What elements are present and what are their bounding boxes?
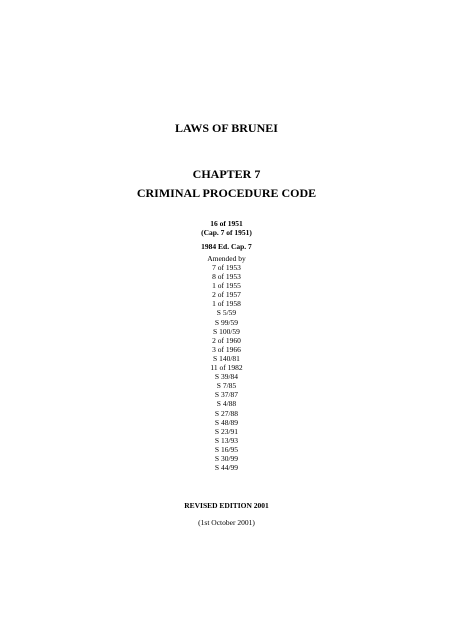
amendment-item: S 37/87 bbox=[214, 390, 239, 400]
laws-title: LAWS OF BRUNEI bbox=[175, 121, 278, 135]
amendment-item: S 7/85 bbox=[216, 381, 237, 391]
amendment-item: 2 of 1960 bbox=[212, 335, 241, 345]
revised-date: (1st October 2001) bbox=[198, 518, 255, 527]
amendment-item: 8 of 1953 bbox=[212, 272, 241, 282]
amended-by-label: Amended by bbox=[207, 254, 246, 263]
amendment-item: 2 of 1957 bbox=[212, 290, 241, 300]
amendment-list bbox=[0, 263, 453, 472]
amendment-item: S 13/93 bbox=[214, 435, 239, 445]
amendment-item: 1 of 1958 bbox=[212, 299, 241, 309]
amendment-item: S 27/88 bbox=[214, 408, 239, 418]
amendment-item: S 39/84 bbox=[214, 372, 239, 382]
amendment-item: 11 of 1982 bbox=[210, 363, 243, 373]
amendment-item: S 30/99 bbox=[214, 453, 239, 463]
amendment-item: S 4/88 bbox=[216, 399, 237, 409]
amendment-item: S 140/81 bbox=[213, 353, 240, 363]
amendment-item: S 48/89 bbox=[214, 417, 239, 427]
amendment-item: 1 of 1955 bbox=[212, 281, 241, 291]
chapter-title: CRIMINAL PROCEDURE CODE bbox=[136, 186, 317, 200]
amendment-item: S 5/59 bbox=[216, 308, 237, 318]
amendment-item: S 44/99 bbox=[214, 463, 239, 473]
revised-edition: REVISED EDITION 2001 bbox=[184, 501, 269, 510]
amendment-item: 7 of 1953 bbox=[212, 263, 241, 272]
amendment-item: S 23/91 bbox=[214, 426, 239, 436]
amendment-item: S 99/59 bbox=[214, 317, 239, 327]
ordinance-number: 16 of 1951 bbox=[210, 219, 243, 228]
amendment-item: S 16/95 bbox=[214, 444, 239, 454]
amendment-item: 3 of 1966 bbox=[212, 344, 241, 354]
edition-1984: 1984 Ed. Cap. 7 bbox=[201, 242, 252, 251]
chapter-number: CHAPTER 7 bbox=[192, 167, 261, 181]
amendment-item: S 100/59 bbox=[213, 326, 240, 336]
ordinance-cap: (Cap. 7 of 1951) bbox=[201, 228, 252, 237]
